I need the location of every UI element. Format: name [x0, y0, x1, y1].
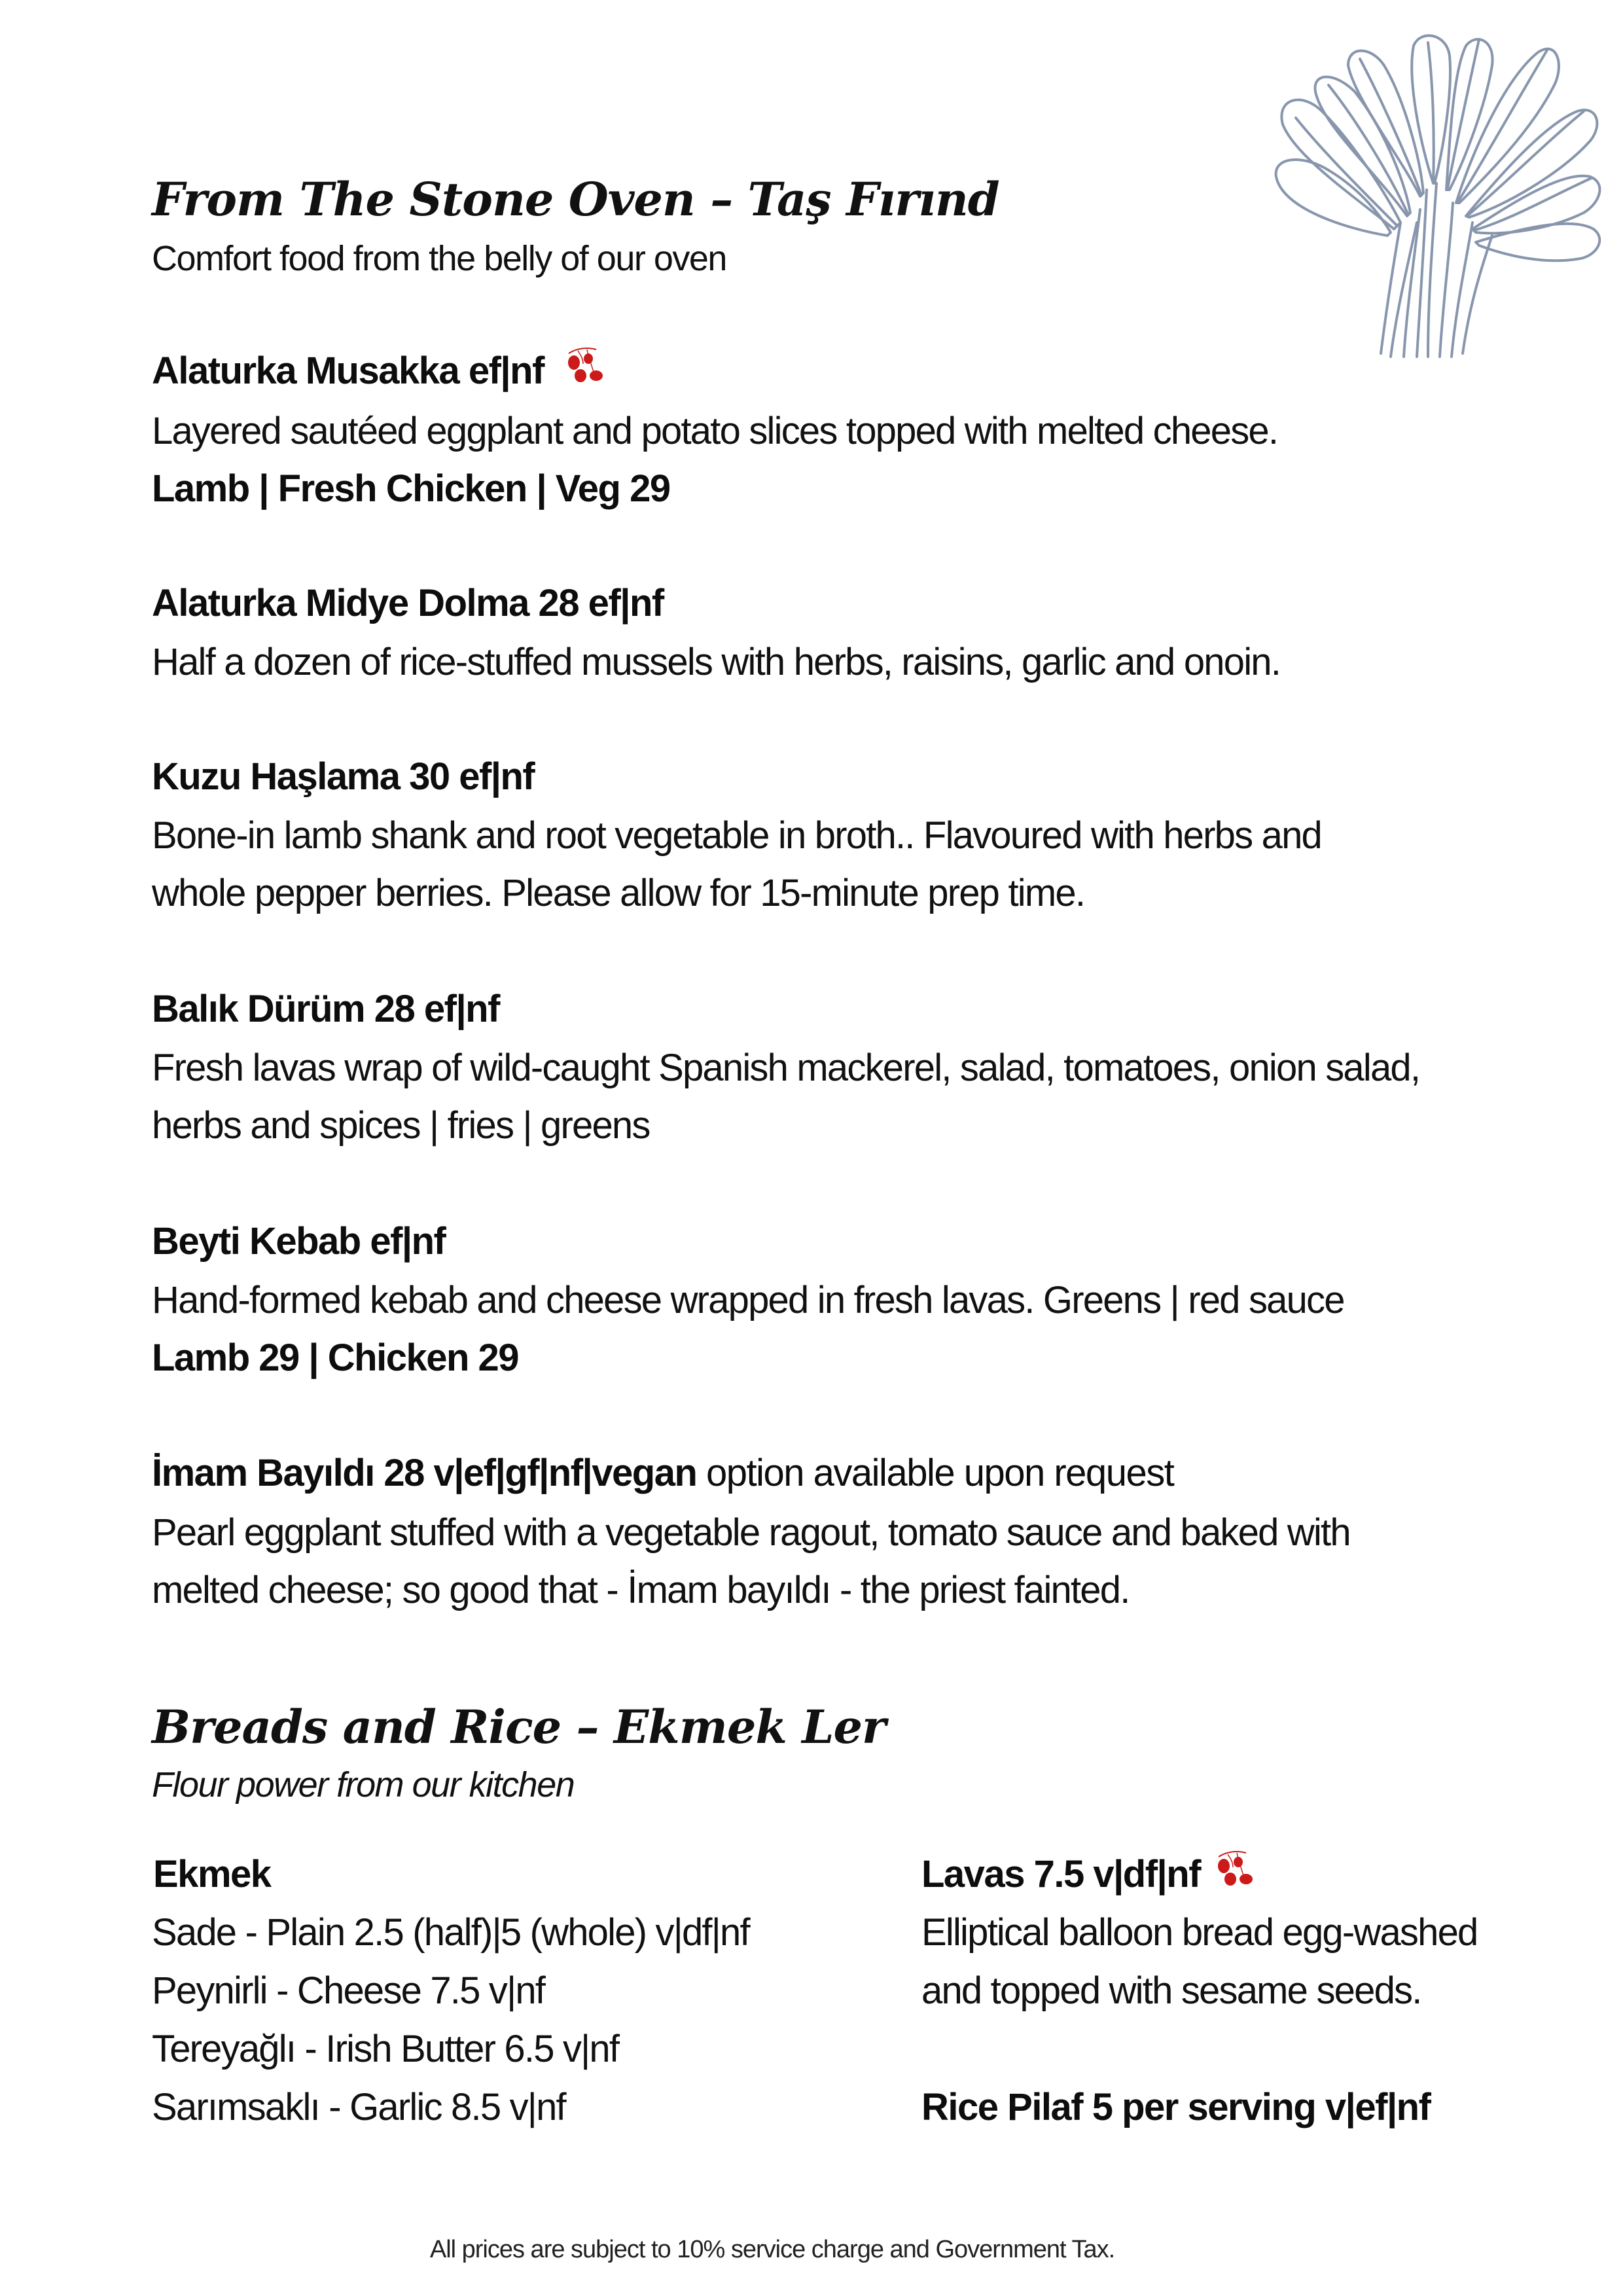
lavas-description: Elliptical balloon bread egg-washed: [921, 1911, 1478, 1954]
menu-item-title: [152, 1454, 1173, 1492]
menu-item-description: Bone-in lamb shank and root vegetable in broth.. Flavoured with herbs and: [152, 814, 1321, 857]
section-title-stone-oven: From The Stone Oven – Taş Fırınd: [152, 172, 999, 226]
rice-pilaf-heading: Rice Pilaf 5 per serving v|ef|nf: [921, 2086, 1431, 2128]
menu-item-description: Fresh lavas wrap of wild-caught Spanish mackerel, salad, tomatoes, onion salad,: [152, 1047, 1420, 1089]
menu-item-description: Layered sautéed eggplant and potato slices topped with melted cheese.: [152, 410, 1278, 452]
item-name: İmam Bayıldı 28 v|ef|gf|nf|vegan: [152, 1452, 697, 1494]
menu-item-title: Beyti Kebab ef|nf: [152, 1220, 446, 1263]
section-subtitle-breads: Flour power from our kitchen: [152, 1765, 575, 1804]
ekmek-line: Sarımsaklı - Garlic 8.5 v|nf: [152, 2086, 565, 2128]
menu-item-description: Pearl eggplant stuffed with a vegetable ragout, tomato sauce and baked with: [152, 1511, 1350, 1554]
ekmek-line: Tereyağlı - Irish Butter 6.5 v|nf: [152, 2028, 619, 2070]
menu-item-description: Half a dozen of rice-stuffed mussels with herbs, raisins, garlic and onoin.: [152, 641, 1281, 683]
menu-item-title: Kuzu Haşlama 30 ef|nf: [152, 755, 535, 798]
menu-item-title: Alaturka Midye Dolma 28 ef|nf: [152, 582, 664, 624]
menu-item-description: melted cheese; so good that - İmam bayıldı - the priest fainted.: [152, 1569, 1130, 1611]
red-berries-icon: [563, 344, 605, 386]
menu-item-description: whole pepper berries. Please allow for 15-minute prep time.: [152, 872, 1085, 914]
menu-item-title: [152, 352, 605, 390]
menu-item-title: Balık Dürüm 28 ef|nf: [152, 988, 499, 1030]
item-name: Alaturka Musakka ef|nf: [152, 350, 544, 392]
section-subtitle-stone-oven: Comfort food from the belly of our oven: [152, 239, 726, 278]
section-title-breads: Breads and Rice – Ekmek Ler: [152, 1700, 885, 1754]
ekmek-line: Peynirli - Cheese 7.5 v|nf: [152, 1969, 545, 2012]
lavas-description: and topped with sesame seeds.: [921, 1969, 1421, 2012]
menu-item-description: Hand-formed kebab and cheese wrapped in fresh lavas. Greens | red sauce: [152, 1279, 1344, 1321]
ekmek-line: Sade - Plain 2.5 (half)|5 (whole) v|df|nf: [152, 1911, 749, 1954]
red-berries-icon: [1213, 1848, 1255, 1890]
item-note: option available upon request: [696, 1452, 1174, 1494]
menu-item-price: Lamb 29 | Chicken 29: [152, 1336, 519, 1379]
spinach-leaves-illustration: [1257, 26, 1610, 367]
menu-item-price: Lamb | Fresh Chicken | Veg 29: [152, 467, 670, 510]
item-name: Lavas 7.5 v|df|nf: [921, 1853, 1201, 1895]
footer-note: All prices are subject to 10% service charge and Government Tax.: [429, 2236, 1115, 2263]
lavas-heading: [921, 1853, 1255, 1895]
ekmek-heading: Ekmek: [153, 1853, 271, 1895]
menu-item-description: herbs and spices | fries | greens: [152, 1104, 650, 1147]
